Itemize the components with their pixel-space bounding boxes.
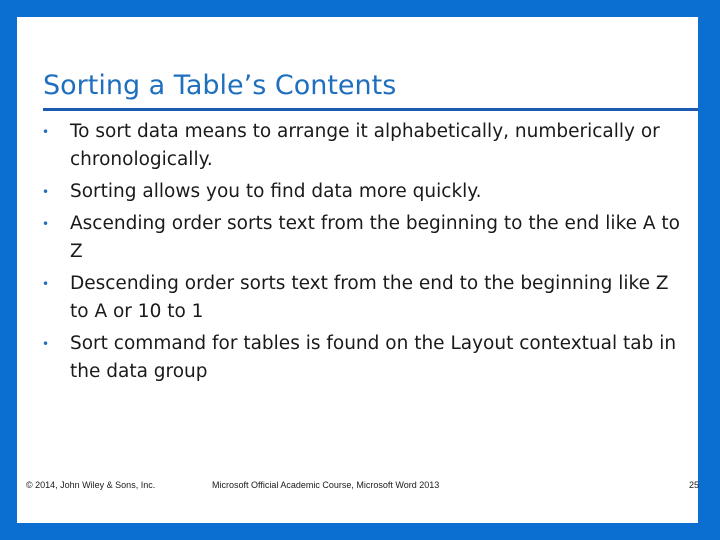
bullet-item: [42, 210, 690, 266]
slide-title: Sorting a Table’s Contents: [43, 70, 397, 101]
bullet-dot-icon: •: [42, 337, 50, 351]
bullet-item: [42, 330, 690, 386]
bullet-text: Sorting allows you to find data more quickly.: [70, 181, 482, 202]
bullet-text: Descending order sorts text from the end to the beginning like Z to A or 10 to 1: [70, 273, 669, 322]
footer-course: Microsoft Official Academic Course, Microsoft Word 2013: [212, 480, 440, 490]
footer-copyright: © 2014, John Wiley & Sons, Inc.: [26, 480, 156, 490]
bullet-dot-icon: •: [42, 217, 50, 231]
bullet-item: [42, 178, 690, 206]
bullet-text: Ascending order sorts text from the beginning to the end like A to Z: [70, 213, 680, 262]
bullet-item: [42, 118, 690, 174]
slide: [17, 17, 698, 523]
bullet-text: Sort command for tables is found on the Layout contextual tab in the data group: [70, 333, 677, 382]
bullet-list: [42, 118, 690, 390]
bullet-item: [42, 270, 690, 326]
bullet-dot-icon: •: [42, 125, 50, 139]
title-underline: [43, 108, 698, 111]
footer-page-number: 25: [688, 480, 699, 490]
bullet-dot-icon: •: [42, 185, 50, 199]
bullet-text: To sort data means to arrange it alphabetically, numberically or chronologically.: [70, 121, 660, 170]
bullet-dot-icon: •: [42, 277, 50, 291]
